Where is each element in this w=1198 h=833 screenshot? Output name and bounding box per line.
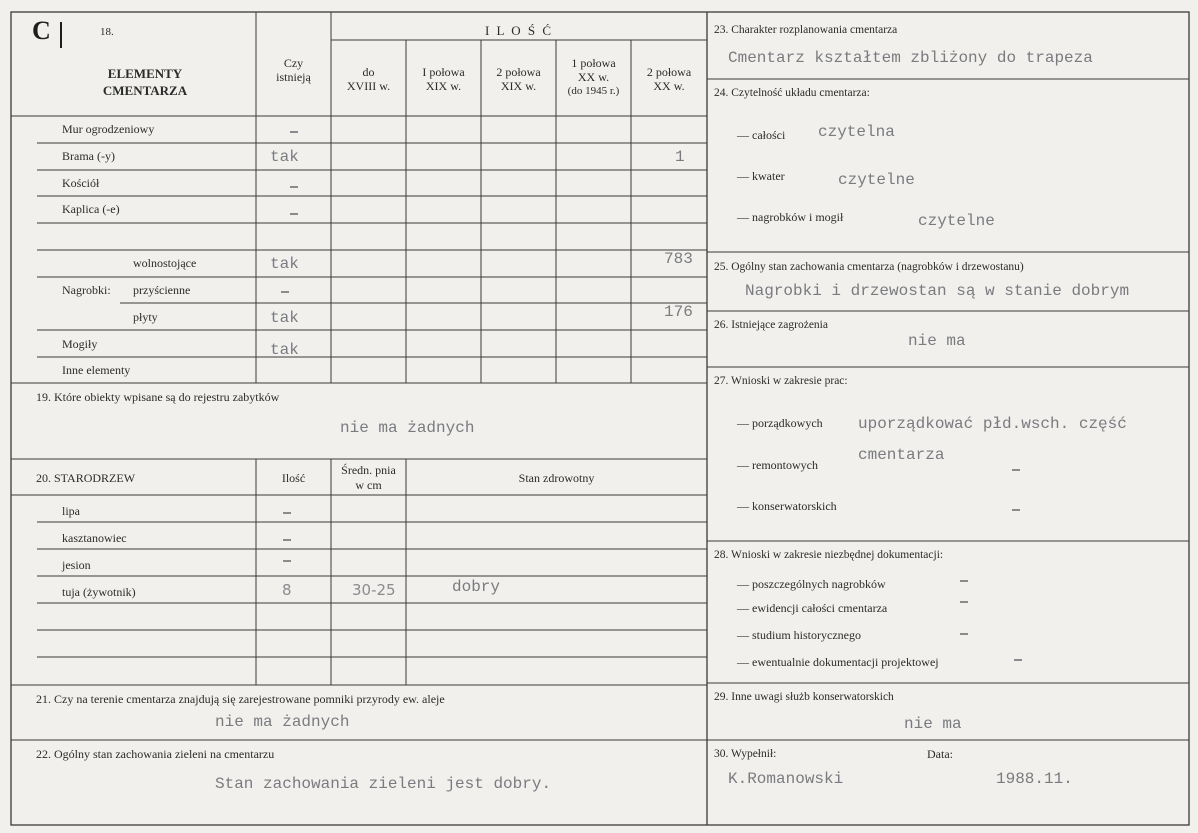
przysc-absent-dash [281, 291, 289, 293]
tree-tuja-label: tuja (żywotnik) [62, 585, 136, 599]
row-kosciol-label: Kościół [62, 176, 100, 190]
tuja-health: dobry [452, 578, 501, 596]
wolno-2p20-count: 783 [664, 250, 693, 268]
tree-jesion-label: jesion [62, 558, 91, 572]
kaplica-absent-dash [290, 213, 298, 215]
row-inne-label: Inne elementy [62, 363, 131, 377]
sec23-value: Cmentarz kształtem zbliżony do trapeza [728, 49, 1093, 67]
row-mur-label: Mur ogrodzeniowy [62, 122, 155, 136]
sec27-rem-dash [1012, 469, 1020, 471]
row-plyty-label: płyty [133, 310, 158, 324]
sec26-value: nie ma [908, 332, 966, 350]
col-stan: Stan zdrowotny [518, 471, 595, 485]
col-2p19-line1: 2 połowa [496, 65, 541, 79]
col-1p20-line3: (do 1945 r.) [567, 85, 620, 97]
brama-2p20-count: 1 [675, 148, 685, 166]
elements-title-line2: CMENTARZA [102, 83, 188, 98]
sec27-value-line1: uporządkować płd.wsch. część [858, 415, 1127, 433]
sec28-label: 28. Wnioski w zakresie niezbędnej dokumentacji: [714, 549, 944, 561]
row-wolno-label: wolnostojące [133, 256, 197, 270]
sec29-value: nie ma [904, 715, 962, 733]
sec30-date-label: Data: [927, 747, 953, 761]
col-sredn-line1: Średn. pnia [341, 463, 396, 477]
tuja-count: 8 [282, 581, 292, 599]
sec24-nagrobkow-label: — nagrobków i mogił [737, 210, 844, 224]
sec30-date: 1988.11. [996, 770, 1073, 788]
sec24-kwater-label: — kwater [737, 169, 785, 183]
col-do-line1: do [362, 65, 375, 79]
row-brama-label: Brama (-y) [62, 149, 115, 163]
sec27-rem-label: — remontowych [737, 458, 818, 472]
sec24-kwater-value: czytelne [838, 171, 915, 189]
sec30-label: 30. Wypełnił: [714, 748, 777, 760]
sec28-a-dash [960, 580, 968, 582]
col-1p20-line2: XX w. [577, 70, 610, 84]
kasztan-absent-dash [283, 539, 291, 541]
sec20-label: 20. STARODRZEW [36, 471, 136, 485]
sec24-label: 24. Czytelność układu cmentarza: [714, 87, 870, 99]
col-czy-line1: Czy [283, 56, 304, 70]
mur-absent-dash [290, 131, 298, 133]
sec27-kons-dash [1012, 509, 1020, 511]
ilosc-header: I L O Ś Ć [484, 23, 554, 38]
brama-exists: tak [270, 148, 299, 166]
plyty-2p20-count: 176 [664, 303, 693, 321]
row-kaplica-label: Kaplica (-e) [62, 202, 120, 216]
tree-kasztan-label: kasztanowiec [62, 531, 127, 545]
sec25-label: 25. Ogólny stan zachowania cmentarza (nagrobków i drzewostanu) [714, 261, 1024, 273]
sec28-b-label: — ewidencji całości cmentarza [737, 601, 888, 615]
sec29-label: 29. Inne uwagi służb konserwatorskich [714, 691, 894, 703]
sec25-value: Nagrobki i drzewostan są w stanie dobrym [745, 282, 1130, 300]
sec27-kons-label: — konserwatorskich [737, 499, 837, 513]
tuja-diameter: 30-25 [352, 581, 396, 599]
sec23-label: 23. Charakter rozplanowania cmentarza [714, 24, 898, 36]
sec26-label: 26. Istniejące zagrożenia [714, 319, 828, 331]
lipa-absent-dash [283, 512, 291, 514]
col-sredn-line2: w cm [355, 478, 382, 492]
sec28-d-dash [1014, 659, 1022, 661]
sec24-nagrobkow-value: czytelne [918, 212, 995, 230]
col-1p19-line2: XIX w. [425, 79, 462, 93]
row-przysc-label: przyścienne [133, 283, 191, 297]
mogily-exists: tak [270, 341, 299, 359]
row-nagrobki-label: Nagrobki: [62, 283, 111, 297]
col-ilosc: Ilość [281, 471, 306, 485]
sec19-label: 19. Które obiekty wpisane są do rejestru zabytków [36, 390, 280, 404]
sec24-calosci-value: czytelna [818, 123, 895, 141]
col-czy-line2: istnieją [276, 70, 311, 84]
col-1p20-line1: 1 połowa [571, 56, 616, 70]
sec22-value: Stan zachowania zieleni jest dobry. [215, 775, 552, 793]
sec24-calosci-label: — całości [737, 128, 786, 142]
sec27-porz-label: — porządkowych [737, 416, 823, 430]
card-letter: C [32, 16, 51, 45]
card-letter-bar [60, 22, 62, 48]
col-2p20-line2: XX w. [653, 79, 685, 93]
elements-title-line1: ELEMENTY [107, 66, 183, 81]
sec21-value: nie ma żadnych [215, 713, 350, 731]
sec28-b-dash [960, 601, 968, 603]
sec21-label: 21. Czy na terenie cmentarza znajdują się zarejestrowane pomniki przyrody ew. aleje [36, 692, 445, 706]
plyty-exists: tak [270, 309, 299, 327]
sec27-value-line2: cmentarza [858, 446, 945, 464]
sec19-value: nie ma żadnych [340, 419, 475, 437]
sec28-c-label: — studium historycznego [737, 628, 861, 642]
sec28-c-dash [960, 633, 968, 635]
sec18-number: 18. [100, 26, 114, 38]
col-do-line2: XVIII w. [346, 79, 391, 93]
sec28-d-label: — ewentualnie dokumentacji projektowej [737, 655, 939, 669]
row-mogily-label: Mogiły [62, 337, 98, 351]
wolno-exists: tak [270, 255, 299, 273]
sec28-a-label: — poszczególnych nagrobków [737, 577, 886, 591]
kosciol-absent-dash [290, 186, 298, 188]
sec27-label: 27. Wnioski w zakresie prac: [714, 375, 848, 387]
jesion-absent-dash [283, 560, 291, 562]
sec30-name: K.Romanowski [728, 770, 844, 788]
col-2p19-line2: XIX w. [500, 79, 537, 93]
col-1p19-line1: I połowa [422, 65, 465, 79]
tree-lipa-label: lipa [62, 504, 80, 518]
sec22-label: 22. Ogólny stan zachowania zieleni na cmentarzu [36, 747, 275, 761]
col-2p20-line1: 2 połowa [646, 65, 692, 79]
